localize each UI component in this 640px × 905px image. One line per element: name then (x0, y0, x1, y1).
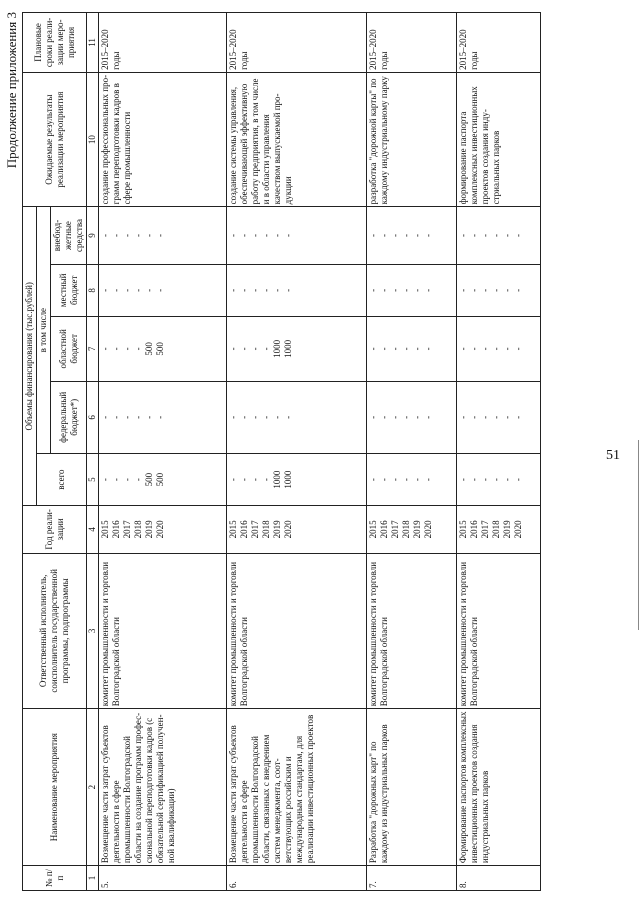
regional-cell-value: - (412, 347, 422, 351)
federal-cell-value: - (412, 415, 422, 419)
header-num: № п/п (23, 866, 87, 891)
regional-cell-value: 1000 (272, 339, 282, 358)
years-cell-value: 2018 (401, 520, 411, 539)
extrabudget-cell-value: - (401, 234, 411, 238)
total-cell (99, 453, 227, 505)
total-cell (457, 453, 541, 505)
measure-name: Возмещение части затрат субъектов деятельности в сфере промышленности Волгоградской области на создание программ профессиональной переподготовки кадров (с обязательной сертификацией полученной квалификации) (99, 709, 227, 866)
row-number: 6. (227, 866, 367, 891)
years-cell (99, 506, 227, 553)
header-terms: Плановые сроки реализации мероприятия (23, 13, 87, 73)
header-total: всего (37, 453, 87, 505)
federal-cell-value: - (155, 415, 165, 419)
years-cell (227, 506, 367, 553)
extrabudget-cell-value: - (502, 234, 512, 238)
column-number: 10 (87, 72, 99, 206)
extrabudget-cell-value: - (513, 234, 523, 238)
regional-cell-value: - (491, 347, 501, 351)
extrabudget-cell-value: - (458, 234, 468, 238)
header-regional: областной бюджет (51, 316, 87, 381)
column-number: 4 (87, 506, 99, 553)
total-cell-value: - (502, 478, 512, 482)
local-cell-value: - (502, 288, 512, 292)
total-cell-value: 500 (155, 472, 165, 487)
extrabudget-cell-value: - (261, 234, 271, 238)
total-cell (367, 453, 457, 505)
total-cell-value: - (368, 478, 378, 482)
table-row (227, 13, 367, 891)
total-cell-value: - (228, 478, 238, 482)
extrabudget-cell-value: - (368, 234, 378, 238)
header-funding: Объемы финансирования (тыс.рублей) (23, 207, 37, 506)
local-cell-value: - (491, 288, 501, 292)
local-cell-value: - (423, 288, 433, 292)
table-header (23, 13, 99, 891)
expected-result: формирование паспорта комплексных инвестиционных проектов создания индустриальных парков (457, 72, 541, 206)
local-cell-value: - (401, 288, 411, 292)
years-cell (457, 506, 541, 553)
local-cell-value: - (412, 288, 422, 292)
federal-cell-value: - (458, 415, 468, 419)
years-cell-value: 2017 (250, 520, 260, 539)
expected-result: создание профессиональных программ переподготовки кадров в сфере промышленности (99, 72, 227, 206)
regional-cell (227, 316, 367, 381)
local-cell-value: - (144, 288, 154, 292)
years-cell-value: 2019 (412, 520, 422, 539)
header-results: Ожидаемые результаты реализации мероприятия (23, 72, 87, 206)
regional-cell-value: - (239, 347, 249, 351)
table-row (367, 13, 457, 891)
extrabudget-cell-value: - (144, 234, 154, 238)
total-cell-value: - (423, 478, 433, 482)
years-cell-value: 2016 (239, 520, 249, 539)
regional-cell-value: 500 (155, 342, 165, 356)
federal-cell-value: - (379, 415, 389, 419)
regional-cell-value: - (228, 347, 238, 351)
column-number: 11 (87, 13, 99, 73)
total-cell-value: - (469, 478, 479, 482)
header-federal: федеральный бюджет*) (51, 381, 87, 453)
regional-cell-value: - (513, 347, 523, 351)
extrabudget-cell-value: - (412, 234, 422, 238)
scan-edge-line (638, 440, 639, 630)
regional-cell-value: - (133, 347, 143, 351)
column-number: 9 (87, 207, 99, 264)
years-cell-value: 2019 (502, 520, 512, 539)
federal-cell-value: - (133, 415, 143, 419)
regional-cell (457, 316, 541, 381)
total-cell-value: - (401, 478, 411, 482)
local-cell-value: - (100, 288, 110, 292)
regional-cell-value: - (423, 347, 433, 351)
years-cell-value: 2018 (261, 520, 271, 539)
header-local: местный бюджет (51, 264, 87, 316)
federal-cell-value: - (272, 415, 282, 419)
regional-cell-value: 1000 (283, 339, 293, 358)
total-cell-value: - (239, 478, 249, 482)
extrabudget-cell-value: - (480, 234, 490, 238)
extrabudget-cell-value: - (272, 234, 282, 238)
total-cell-value: - (111, 478, 121, 482)
total-cell-value: 1000 (272, 470, 282, 489)
measure-name: Разработка "дорожных карт" по каждому из индустриальных парков (367, 709, 457, 866)
federal-cell-value: - (491, 415, 501, 419)
extrabudget-cell-value: - (228, 234, 238, 238)
total-cell-value: - (412, 478, 422, 482)
extrabudget-cell (99, 207, 227, 264)
extrabudget-cell-value: - (155, 234, 165, 238)
column-number: 5 (87, 453, 99, 505)
row-number: 7. (367, 866, 457, 891)
extrabudget-cell-value: - (423, 234, 433, 238)
total-cell-value: - (100, 478, 110, 482)
local-cell-value: - (155, 288, 165, 292)
years-cell-value: 2015 (100, 520, 110, 539)
regional-cell-value: - (401, 347, 411, 351)
years-cell-value: 2017 (122, 520, 132, 539)
total-cell-value: - (250, 478, 260, 482)
responsible-executor: комитет промышленности и торговли Волгоградской области (227, 553, 367, 709)
total-cell-value: - (480, 478, 490, 482)
header-extrabudget: внебюджетные средства (51, 207, 87, 264)
years-cell-value: 2020 (513, 520, 523, 539)
measure-name: Возмещение части затрат субъектов деятельности в сфере промышленности Волгоградской области, связанных с внедрением систем менеджмента, соответствующих российским и международным стандартам, для реализации инвестиционных проектов (227, 709, 367, 866)
extrabudget-cell-value: - (283, 234, 293, 238)
local-cell-value: - (379, 288, 389, 292)
column-number: 8 (87, 264, 99, 316)
extrabudget-cell-value: - (379, 234, 389, 238)
column-number: 2 (87, 709, 99, 866)
federal-cell-value: - (283, 415, 293, 419)
years-cell-value: 2019 (144, 520, 154, 539)
local-cell-value: - (272, 288, 282, 292)
years-cell-value: 2020 (283, 520, 293, 539)
federal-cell-value: - (100, 415, 110, 419)
extrabudget-cell (457, 207, 541, 264)
regional-cell-value: - (502, 347, 512, 351)
total-cell-value: 500 (144, 472, 154, 487)
program-measures-table (22, 12, 541, 891)
federal-cell-value: - (469, 415, 479, 419)
local-cell-value: - (133, 288, 143, 292)
federal-cell-value: - (144, 415, 154, 419)
years-cell-value: 2018 (133, 520, 143, 539)
federal-cell-value: - (390, 415, 400, 419)
table-row (99, 13, 227, 891)
page-number: 51 (606, 448, 620, 463)
regional-cell-value: - (261, 347, 271, 351)
years-cell-value: 2020 (155, 520, 165, 539)
regional-cell-value: - (368, 347, 378, 351)
local-cell-value: - (261, 288, 271, 292)
extrabudget-cell-value: - (239, 234, 249, 238)
local-cell-value: - (513, 288, 523, 292)
federal-cell-value: - (368, 415, 378, 419)
expected-result: разработка "дорожной карты" по каждому индустриальному парку (367, 72, 457, 206)
column-number: 6 (87, 381, 99, 453)
header-in-that-number: в том числе (37, 207, 51, 454)
regional-cell-value: - (480, 347, 490, 351)
table-body (99, 13, 541, 891)
local-cell (99, 264, 227, 316)
federal-cell (99, 381, 227, 453)
local-cell-value: - (228, 288, 238, 292)
expected-result: создание системы управления, обеспечивающей эффективную работу предприятия, в том числе и в области управления качеством выпускаемой продукции (227, 72, 367, 206)
federal-cell-value: - (513, 415, 523, 419)
federal-cell-value: - (250, 415, 260, 419)
header-responsible: Ответственный исполнитель, соисполнитель государственной программы, подпрограммы (23, 553, 87, 709)
local-cell-value: - (250, 288, 260, 292)
federal-cell-value: - (502, 415, 512, 419)
local-cell-value: - (122, 288, 132, 292)
federal-cell-value: - (401, 415, 411, 419)
total-cell-value: - (390, 478, 400, 482)
row-number: 5. (99, 866, 227, 891)
local-cell-value: - (111, 288, 121, 292)
regional-cell-value: - (100, 347, 110, 351)
total-cell-value: - (122, 478, 132, 482)
local-cell (227, 264, 367, 316)
total-cell-value: - (513, 478, 523, 482)
total-cell (227, 453, 367, 505)
column-numbers-row (87, 13, 99, 891)
federal-cell-value: - (480, 415, 490, 419)
federal-cell (367, 381, 457, 453)
regional-cell-value: - (458, 347, 468, 351)
extrabudget-cell-value: - (111, 234, 121, 238)
total-cell-value: - (133, 478, 143, 482)
years-cell-value: 2016 (379, 520, 389, 539)
years-cell-value: 2017 (480, 520, 490, 539)
local-cell-value: - (283, 288, 293, 292)
years-cell-value: 2018 (491, 520, 501, 539)
years-cell-value: 2017 (390, 520, 400, 539)
regional-cell-value: - (469, 347, 479, 351)
extrabudget-cell-value: - (122, 234, 132, 238)
regional-cell-value: - (390, 347, 400, 351)
responsible-executor: комитет промышленности и торговли Волгоградской области (367, 553, 457, 709)
total-cell-value: 1000 (283, 470, 293, 489)
column-number: 1 (87, 866, 99, 891)
federal-cell (227, 381, 367, 453)
federal-cell (457, 381, 541, 453)
total-cell-value: - (491, 478, 501, 482)
federal-cell-value: - (122, 415, 132, 419)
local-cell-value: - (239, 288, 249, 292)
header-year: Год реализации (23, 506, 87, 553)
federal-cell-value: - (239, 415, 249, 419)
years-cell-value: 2015 (458, 520, 468, 539)
federal-cell-value: - (111, 415, 121, 419)
table-row (457, 13, 541, 891)
federal-cell-value: - (261, 415, 271, 419)
years-cell-value: 2015 (368, 520, 378, 539)
continuation-caption: Продолжение приложения 3 (4, 12, 19, 169)
years-cell-value: 2020 (423, 520, 433, 539)
planned-term: 2015–2020 годы (99, 13, 227, 73)
planned-term: 2015–2020 годы (367, 13, 457, 73)
extrabudget-cell-value: - (100, 234, 110, 238)
extrabudget-cell-value: - (133, 234, 143, 238)
planned-term: 2015–2020 годы (457, 13, 541, 73)
planned-term: 2015–2020 годы (227, 13, 367, 73)
years-cell (367, 506, 457, 553)
column-number: 7 (87, 316, 99, 381)
total-cell-value: - (261, 478, 271, 482)
years-cell-value: 2016 (111, 520, 121, 539)
responsible-executor: комитет промышленности и торговли Волгоградской области (457, 553, 541, 709)
extrabudget-cell-value: - (491, 234, 501, 238)
local-cell (367, 264, 457, 316)
regional-cell-value: - (379, 347, 389, 351)
local-cell (457, 264, 541, 316)
local-cell-value: - (390, 288, 400, 292)
responsible-executor: комитет промышленности и торговли Волгоградской области (99, 553, 227, 709)
extrabudget-cell-value: - (469, 234, 479, 238)
total-cell-value: - (458, 478, 468, 482)
local-cell-value: - (469, 288, 479, 292)
column-number: 3 (87, 553, 99, 709)
local-cell-value: - (480, 288, 490, 292)
years-cell-value: 2015 (228, 520, 238, 539)
regional-cell-value: - (250, 347, 260, 351)
local-cell-value: - (458, 288, 468, 292)
header-name: Наименование мероприятия (23, 709, 87, 866)
extrabudget-cell (227, 207, 367, 264)
regional-cell-value: - (111, 347, 121, 351)
regional-cell (367, 316, 457, 381)
years-cell-value: 2019 (272, 520, 282, 539)
federal-cell-value: - (228, 415, 238, 419)
extrabudget-cell-value: - (250, 234, 260, 238)
regional-cell-value: - (122, 347, 132, 351)
extrabudget-cell (367, 207, 457, 264)
measure-name: Формирование паспортов комплексных инвестиционных проектов создания индустриальных парков (457, 709, 541, 866)
extrabudget-cell-value: - (390, 234, 400, 238)
federal-cell-value: - (423, 415, 433, 419)
total-cell-value: - (379, 478, 389, 482)
row-number: 8. (457, 866, 541, 891)
years-cell-value: 2016 (469, 520, 479, 539)
regional-cell-value: 500 (144, 342, 154, 356)
local-cell-value: - (368, 288, 378, 292)
regional-cell (99, 316, 227, 381)
